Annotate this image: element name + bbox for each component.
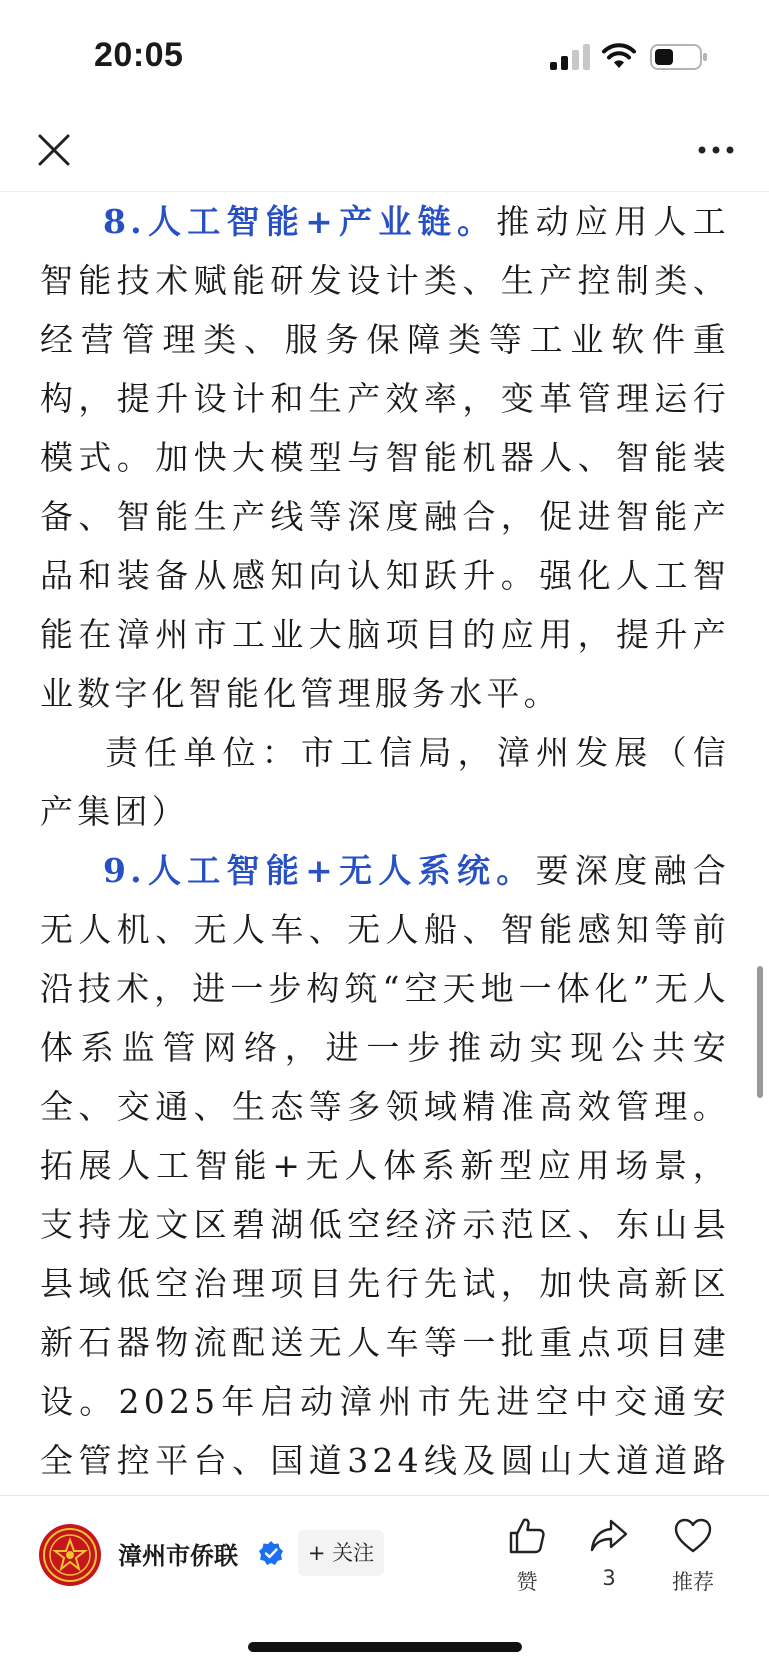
heart-icon (673, 1516, 713, 1556)
paragraph-body: 要深度融合无人机、无人车、无人船、智能感知等前沿技术，进一步构筑“空天地一体化”无人体系监管网络，进一步推动实现公共安全、交通、生态等多领域精准高效管理。拓展人工智能+无人体系新型应用场景，支持龙文区碧湖低空经济示范区、东山县县域低空治理项目先行先试，加快高新区新石器物流配送无人车等一批重点项目建设。2025年启动漳州市先进空中交通安全管控平台、国道324线及圆山大道道路 (40, 851, 730, 1480)
verified-badge-icon (258, 1540, 284, 1566)
paragraph-body: 责任单位：市工信局，漳州发展（信产集团） (40, 733, 730, 831)
home-indicator (248, 1642, 522, 1652)
paragraph-responsible-units (40, 723, 730, 841)
battery-icon (650, 44, 708, 70)
thumbs-up-icon (507, 1516, 547, 1556)
share-count: 3 (602, 1566, 616, 1590)
paragraph-heading: 9.人工智能+无人系统。 (103, 851, 536, 890)
paragraph-ai-industry-chain (40, 192, 730, 723)
nav-bar (0, 110, 769, 192)
more-icon[interactable] (694, 132, 738, 168)
follow-button[interactable]: + 关注 (298, 1530, 384, 1576)
recommend-label: 推荐 (672, 1570, 714, 1594)
wifi-icon (601, 40, 637, 70)
share-button[interactable] (574, 1516, 644, 1590)
article-content (40, 192, 730, 1492)
scrollbar[interactable] (757, 966, 763, 1098)
paragraph-heading: 8.人工智能+产业链。 (103, 202, 497, 241)
paragraph-ai-unmanned-systems (40, 841, 730, 1549)
avatar[interactable] (38, 1523, 102, 1587)
status-time: 20:05 (94, 36, 184, 74)
like-label: 赞 (516, 1570, 538, 1594)
status-bar (0, 0, 769, 110)
share-icon (589, 1516, 629, 1556)
recommend-button[interactable] (658, 1516, 728, 1596)
bottom-action-bar (0, 1495, 769, 1665)
account-name[interactable]: 漳州市侨联 (118, 1542, 238, 1570)
close-icon[interactable] (34, 130, 74, 170)
paragraph-body: 推动应用人工智能技术赋能研发设计类、生产控制类、经营管理类、服务保障类等工业软件重构，提升设计和生产效率，变革管理运行模式。加快大模型与智能机器人、智能装备、智能生产线等深度融合，促进智能产品和装备从感知向认知跃升。强化人工智能在漳州市工业大脑项目的应用，提升产业数字化智能化管理服务水平。 (40, 202, 730, 713)
cellular-signal-icon (550, 44, 594, 70)
like-button[interactable] (492, 1516, 562, 1596)
